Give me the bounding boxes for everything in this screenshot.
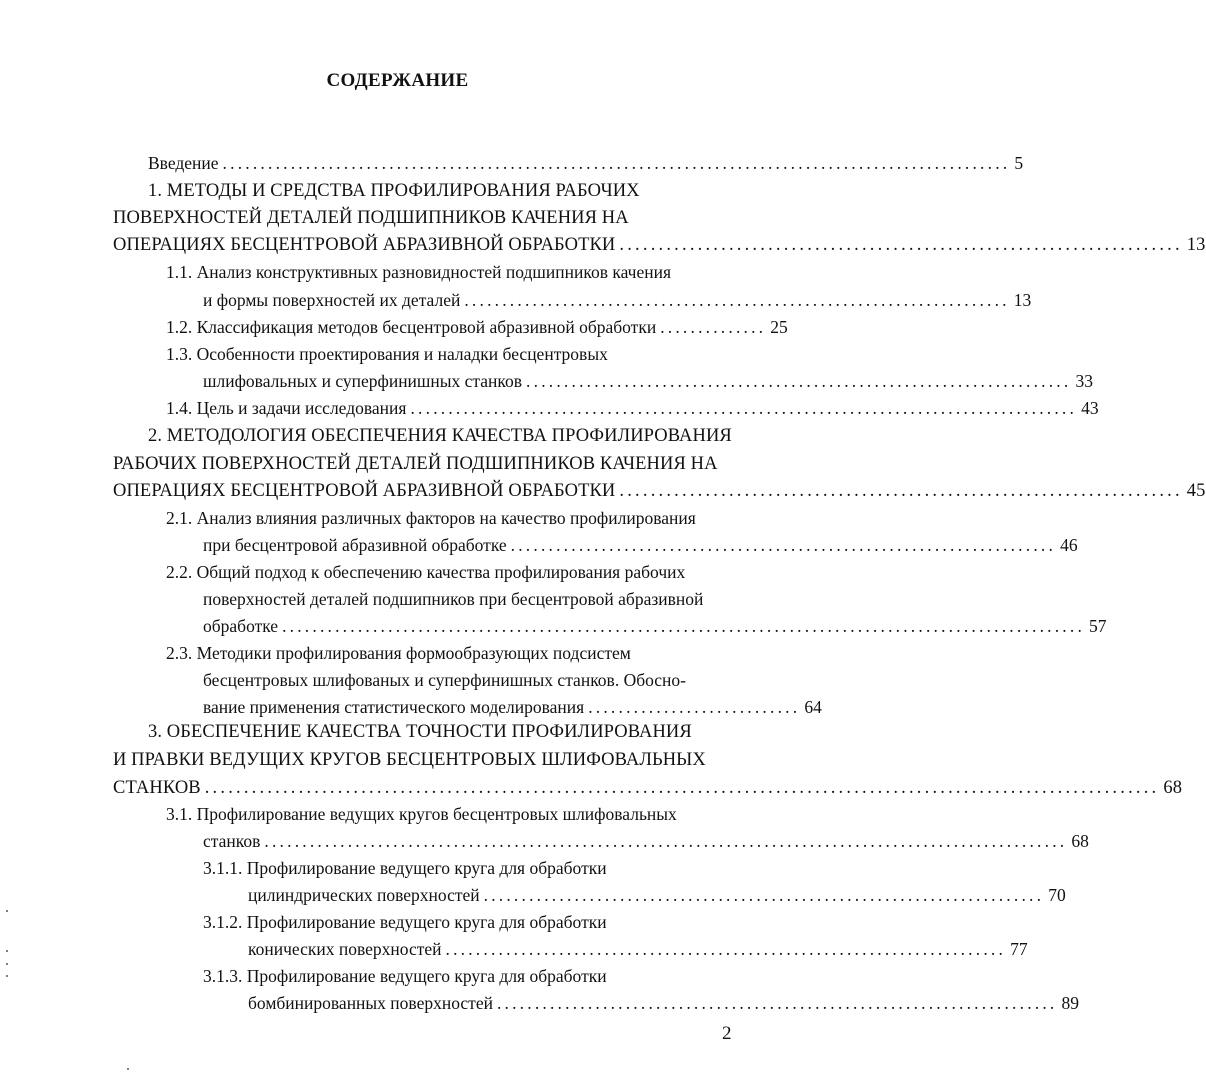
toc-subsection-3-1-2-line-2 [248, 939, 1028, 959]
toc-page: 46 [1060, 535, 1078, 555]
dot-leader: ........................................................................ [464, 290, 1010, 310]
toc-label: вание применения статистического моделирования [203, 697, 585, 717]
toc-label: бомбинированных поверхностей [248, 993, 493, 1013]
scan-speck [6, 975, 8, 977]
toc-label: станков [203, 831, 261, 851]
toc-label: ОПЕРАЦИЯХ БЕСЦЕНТРОВОЙ АБРАЗИВНОЙ ОБРАБОТКИ [113, 481, 616, 501]
toc-section-1-1-line-1: 1.1. Анализ конструктивных разновидностей подшипников качения [166, 262, 672, 282]
toc-section-3-1-line-2 [203, 831, 1089, 851]
toc-section-2-3-line-1: 2.3. Методики профилирования формообразующих подсистем [166, 643, 631, 663]
toc-page: 13 [1186, 235, 1206, 255]
toc-label: при бесцентровой абразивной обработке [203, 535, 507, 555]
toc-subsection-3-1-1-line-1: 3.1.1. Профилирование ведущего круга для обработки [203, 858, 607, 878]
dot-leader: ........................................................................................ [410, 398, 1078, 418]
dot-leader: ........................................................................ [619, 481, 1183, 501]
dot-leader: .......................................................................... [483, 885, 1045, 905]
dot-leader: ........................................................................ [526, 371, 1072, 391]
page-title: СОДЕРЖАНИЕ [326, 70, 469, 91]
toc-subsection-3-1-2-line-1: 3.1.2. Профилирование ведущего круга для обработки [203, 912, 607, 932]
toc-page: 70 [1048, 885, 1066, 905]
dot-leader: ............................ [588, 697, 801, 717]
toc-section-2-3-line-3 [203, 697, 822, 717]
toc-section-1-2 [166, 317, 788, 337]
toc-chapter-3-line-1: 3. ОБЕСПЕЧЕНИЕ КАЧЕСТВА ТОЧНОСТИ ПРОФИЛИРОВАНИЯ [148, 722, 692, 742]
toc-section-1-3-line-2 [203, 371, 1093, 391]
toc-page: 5 [1014, 153, 1024, 173]
toc-subsection-3-1-3-line-2 [248, 993, 1080, 1013]
scan-speck [127, 1068, 129, 1070]
toc-page: 33 [1075, 371, 1093, 391]
toc-chapter-2-line-1: 2. МЕТОДОЛОГИЯ ОБЕСПЕЧЕНИЯ КАЧЕСТВА ПРОФИЛИРОВАНИЯ [148, 426, 732, 446]
toc-entry-intro [148, 153, 1024, 173]
dot-leader: .............. [660, 317, 767, 337]
toc-label: 1.4. Цель и задачи исследования [166, 398, 407, 418]
toc-section-3-1-line-1: 3.1. Профилирование ведущих кругов бесцентровых шлифовальных [166, 804, 677, 824]
toc-label: конических поверхностей [248, 939, 442, 959]
toc-section-2-3-line-2: бесцентровых шлифованых и суперфинишных станков. Обосно- [203, 670, 687, 690]
toc-label: цилиндрических поверхностей [248, 885, 480, 905]
toc-label: Введение [148, 153, 219, 173]
toc-page: 68 [1163, 778, 1183, 798]
toc-page: 77 [1010, 939, 1028, 959]
page-number: 2 [722, 1023, 732, 1044]
toc-chapter-2-line-2: РАБОЧИХ ПОВЕРХНОСТЕЙ ДЕТАЛЕЙ ПОДШИПНИКОВ КАЧЕНИЯ НА [113, 454, 718, 474]
toc-chapter-2-line-3 [113, 481, 1206, 501]
dot-leader: ........................................................................ [510, 535, 1057, 555]
toc-section-2-1-line-2 [203, 535, 1078, 555]
scan-speck [6, 950, 8, 952]
toc-page: 89 [1061, 993, 1080, 1013]
toc-page: 25 [770, 317, 788, 337]
dot-leader: .......................................................................................................... [282, 616, 1086, 636]
toc-section-2-1-line-1: 2.1. Анализ влияния различных факторов на качество профилирования [166, 508, 696, 528]
toc-page: 57 [1089, 616, 1107, 636]
toc-section-2-2-line-2: поверхностей деталей подшипников при бесцентровой абразивной [203, 589, 704, 609]
toc-subsection-3-1-3-line-1: 3.1.3. Профилирование ведущего круга для обработки [203, 966, 607, 986]
toc-section-2-2-line-3 [203, 616, 1107, 636]
toc-label: обработке [203, 616, 279, 636]
dot-leader: .......................................................................................................... [264, 831, 1068, 851]
toc-page: 13 [1013, 290, 1032, 310]
toc-page: 64 [804, 697, 822, 717]
toc-page: 43 [1081, 398, 1099, 418]
scan-speck [6, 963, 8, 965]
toc-chapter-1-line-2: ПОВЕРХНОСТЕЙ ДЕТАЛЕЙ ПОДШИПНИКОВ КАЧЕНИЯ НА [113, 208, 629, 228]
dot-leader: ........................................................................................................ [222, 153, 1011, 173]
toc-label: шлифовальных и суперфинишных станков [203, 371, 523, 391]
dot-leader: .......................................................................... [496, 993, 1058, 1013]
toc-label: ОПЕРАЦИЯХ БЕСЦЕНТРОВОЙ АБРАЗИВНОЙ ОБРАБОТКИ [113, 235, 616, 255]
toc-page: 45 [1186, 481, 1206, 501]
dot-leader: ........................................................................ [619, 235, 1183, 255]
toc-chapter-1-line-3 [113, 235, 1206, 255]
toc-chapter-3-line-2: И ПРАВКИ ВЕДУЩИХ КРУГОВ БЕСЦЕНТРОВЫХ ШЛИФОВАЛЬНЫХ [113, 750, 706, 770]
toc-label: 1.2. Классификация методов бесцентровой абразивной обработки [166, 317, 657, 337]
dot-leader: .......................................................................... [445, 939, 1007, 959]
toc-section-2-2-line-1: 2.2. Общий подход к обеспечению качества профилирования рабочих [166, 562, 686, 582]
toc-chapter-3-line-3 [113, 778, 1183, 798]
toc-section-1-3-line-1: 1.3. Особенности проектирования и наладки бесцентровых [166, 344, 608, 364]
toc-label: и формы поверхностей их деталей [203, 290, 461, 310]
toc-subsection-3-1-1-line-2 [248, 885, 1066, 905]
dot-leader: .......................................................................................................................... [204, 778, 1160, 798]
toc-page: 68 [1071, 831, 1089, 851]
toc-section-1-1-line-2 [203, 290, 1032, 310]
toc-section-1-4 [166, 398, 1099, 418]
toc-label: СТАНКОВ [113, 778, 201, 798]
scan-speck [6, 910, 8, 912]
toc-chapter-1-line-1: 1. МЕТОДЫ И СРЕДСТВА ПРОФИЛИРОВАНИЯ РАБОЧИХ [148, 181, 640, 201]
